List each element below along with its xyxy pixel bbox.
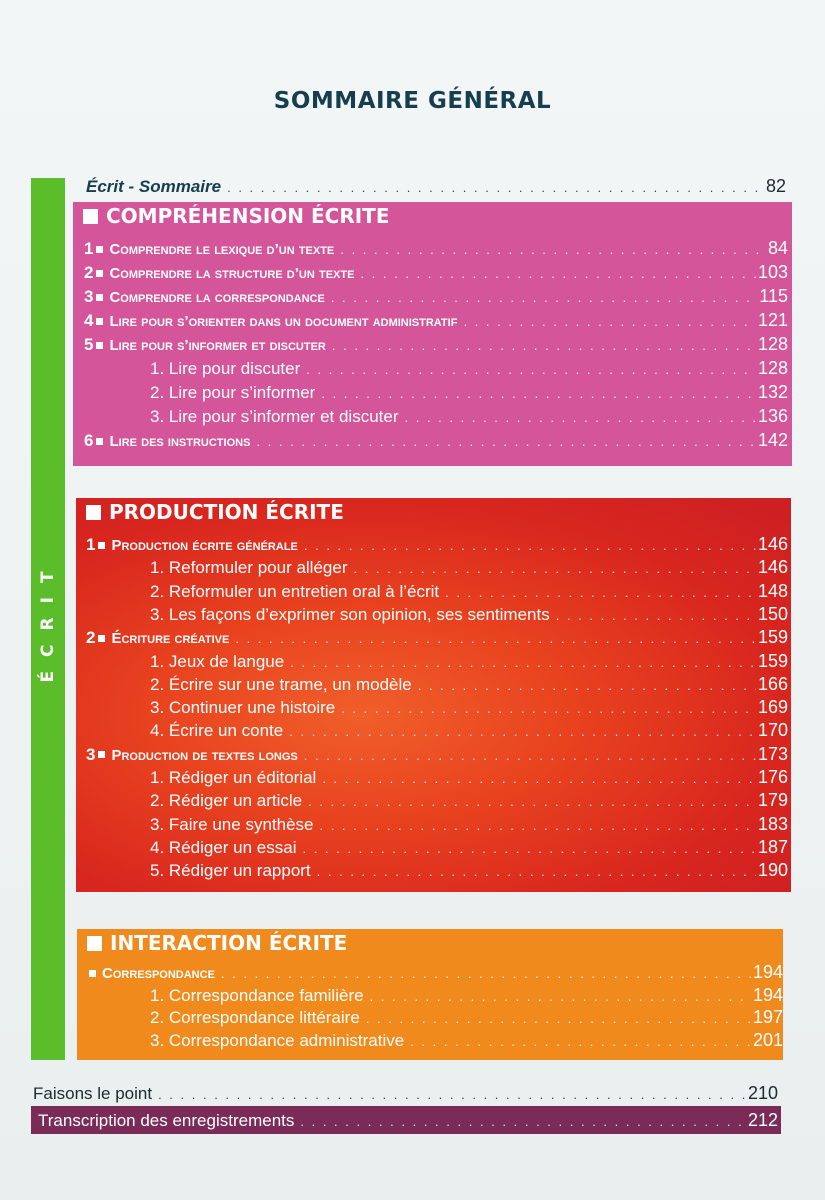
- section-heading: [86, 500, 344, 524]
- toc-entry[interactable]: [86, 534, 788, 555]
- toc-entry-label: [84, 239, 334, 259]
- toc-entry-page: 159: [757, 650, 788, 671]
- dot-leader: [300, 1114, 746, 1129]
- dot-leader: [319, 818, 755, 833]
- dot-leader: [445, 585, 756, 600]
- toc-subentry[interactable]: [86, 985, 783, 1006]
- dot-leader: [340, 242, 766, 257]
- toc-entry-title: Écriture créative: [111, 630, 230, 648]
- toc-entry-page: 173: [757, 743, 788, 764]
- toc-entry-page: 132: [757, 382, 788, 402]
- toc-subentry-label: 3. Continuer une histoire: [150, 698, 336, 718]
- toc-entry-title: Comprendre la correspondance: [109, 289, 325, 306]
- ecrit-side-label: ÉCRIT: [38, 557, 58, 683]
- toc-entry-label: [86, 965, 215, 982]
- toc-entry-number: 5: [84, 335, 94, 354]
- toc-entry-number: 2: [86, 628, 96, 648]
- toc-entry-title: Lire pour s’orienter dans un document administratif: [109, 313, 458, 330]
- toc-entry-number: 1: [84, 239, 94, 258]
- square-bullet-icon: [87, 936, 102, 951]
- toc-subentry-label: 2. Rédiger un article: [150, 791, 303, 811]
- toc-subentry-label: 4. Écrire un conte: [150, 721, 284, 741]
- toc-subentry[interactable]: [86, 720, 788, 741]
- toc-entry[interactable]: [84, 262, 788, 283]
- toc-entry-page: 148: [757, 580, 788, 601]
- toc-entry-page: 84: [767, 238, 788, 258]
- toc-subentry-label: 2. Correspondance littéraire: [150, 1008, 360, 1028]
- toc-entry-number: 3: [86, 744, 96, 764]
- toc-entry[interactable]: [84, 286, 788, 307]
- toc-entry-page: 212: [747, 1110, 778, 1130]
- toc-entry-title: Lire des instructions: [109, 433, 251, 450]
- dot-leader: [289, 724, 756, 739]
- toc-subentry-label: 3. Lire pour s’informer et discuter: [150, 407, 399, 426]
- toc-entry-title: Comprendre le lexique d’un texte: [109, 241, 335, 258]
- toc-entry[interactable]: [84, 334, 788, 355]
- square-bullet-icon: [89, 970, 96, 977]
- square-bullet-icon: [96, 342, 103, 349]
- toc-subentry[interactable]: [86, 860, 788, 881]
- toc-entry-label: [84, 263, 354, 283]
- toc-entry-label: [86, 535, 298, 555]
- toc-entry-page: 197: [752, 1007, 783, 1028]
- toc-entry-page: 176: [757, 767, 788, 787]
- toc-entry-page: 121: [757, 310, 788, 330]
- toc-entry-page: 128: [757, 334, 788, 354]
- dot-leader: [353, 561, 755, 576]
- toc-entry-title: Production de textes longs: [111, 746, 298, 764]
- dot-leader: [235, 631, 756, 646]
- dot-leader: [308, 794, 756, 809]
- toc-subentry[interactable]: [86, 581, 788, 602]
- toc-entry-label: Écrit - Sommaire: [86, 177, 222, 196]
- toc-entry-number: 3: [84, 287, 94, 306]
- toc-subentry-label: 1. Rédiger un éditorial: [150, 768, 317, 787]
- section-heading: [87, 931, 347, 955]
- toc-entry-label: Faisons le point: [33, 1084, 153, 1103]
- toc-entry-title: Comprendre la structure d’un texte: [109, 265, 355, 282]
- toc-subentry[interactable]: [86, 814, 788, 835]
- toc-entry-title: Lire pour s’informer et discuter: [109, 337, 326, 354]
- dot-leader: [366, 1011, 751, 1026]
- toc-entry-label: [86, 628, 229, 648]
- dot-leader: [370, 989, 751, 1004]
- toc-entry-label: [84, 311, 457, 331]
- dot-leader: [463, 314, 756, 329]
- toc-subentry-label: 5. Rédiger un rapport: [150, 861, 311, 881]
- toc-entry-page: 82: [765, 176, 786, 196]
- dot-leader: [306, 362, 756, 377]
- toc-subentry[interactable]: [86, 790, 788, 811]
- toc-entry-page: 190: [757, 860, 788, 881]
- toc-entry-number: 1: [86, 535, 96, 554]
- toc-entry-page: 103: [757, 262, 788, 282]
- toc-entry-page: 169: [757, 697, 788, 718]
- toc-entry-title: Correspondance: [102, 965, 215, 982]
- square-bullet-icon: [96, 246, 103, 253]
- toc-subentry-label: 3. Correspondance administrative: [150, 1031, 405, 1051]
- dot-leader: [317, 864, 756, 879]
- dot-leader: [405, 410, 756, 425]
- toc-subentry-label: 3. Les façons d’exprimer son opinion, ses sentiments: [150, 604, 550, 624]
- dot-leader: [304, 538, 756, 553]
- toc-subentry-label: 4. Rédiger un essai: [150, 837, 297, 857]
- toc-subentry-label: 2. Reformuler un entretien oral à l’écrit: [150, 581, 440, 601]
- toc-subentry[interactable]: [86, 837, 788, 858]
- toc-entry-page: 136: [757, 406, 788, 426]
- dot-leader: [341, 701, 756, 716]
- toc-subentry[interactable]: [84, 406, 788, 427]
- section-heading: [83, 204, 389, 228]
- toc-entry-number: 2: [84, 263, 94, 282]
- dot-leader: [227, 180, 764, 195]
- page-title: SOMMAIRE GÉNÉRAL: [273, 88, 552, 114]
- toc-entry-page: 194: [752, 962, 783, 982]
- toc-entry-page: 210: [747, 1083, 778, 1103]
- square-bullet-icon: [98, 751, 105, 758]
- toc-entry-page: 183: [757, 813, 788, 834]
- toc-subentry[interactable]: [86, 651, 788, 672]
- toc-entry-page: 187: [757, 836, 788, 857]
- toc-entry-label: [84, 287, 325, 307]
- square-bullet-icon: [98, 635, 105, 642]
- dot-leader: [304, 748, 756, 763]
- toc-entry-label: Transcription des enregistrements: [38, 1111, 295, 1130]
- toc-entry[interactable]: [86, 627, 788, 648]
- square-bullet-icon: [86, 505, 101, 520]
- toc-entry-page: 142: [757, 430, 788, 450]
- section-heading-text: INTERACTION ÉCRITE: [110, 931, 348, 955]
- dot-leader: [290, 655, 756, 670]
- toc-entry-page: 159: [757, 627, 788, 648]
- section-heading-text: COMPRÉHENSION ÉCRITE: [106, 204, 390, 228]
- toc-entry-label: [86, 745, 298, 765]
- square-bullet-icon: [96, 438, 103, 445]
- toc-entry-transcription[interactable]: [38, 1110, 778, 1131]
- toc-entry-page: 166: [757, 673, 788, 694]
- toc-entry-page: 179: [757, 790, 788, 811]
- toc-entry-page: 170: [757, 720, 788, 741]
- toc-entry-page: 146: [757, 557, 788, 578]
- dot-leader: [410, 1034, 751, 1049]
- toc-entry-title: Production écrite générale: [111, 537, 298, 554]
- dot-leader: [332, 338, 756, 353]
- square-bullet-icon: [96, 318, 103, 325]
- dot-leader: [158, 1087, 746, 1102]
- ecrit-side-label-wrap: [31, 530, 65, 710]
- toc-subentry-label: 3. Faire une synthèse: [150, 814, 314, 834]
- dot-leader: [418, 678, 756, 693]
- toc-entry[interactable]: [84, 238, 788, 259]
- toc-subentry-label: 1. Jeux de langue: [150, 651, 285, 671]
- toc-subentry[interactable]: [86, 674, 788, 695]
- toc-subentry-label: 2. Lire pour s’informer: [150, 383, 316, 402]
- toc-subentry-label: 1. Reformuler pour alléger: [150, 558, 348, 578]
- toc-entry-page: 128: [757, 358, 788, 378]
- dot-leader: [256, 434, 756, 449]
- toc-entry-number: 6: [84, 431, 94, 450]
- toc-subentry[interactable]: [84, 358, 788, 379]
- toc-subentry-label: 1. Correspondance familière: [150, 985, 364, 1005]
- square-bullet-icon: [96, 294, 103, 301]
- dot-leader: [360, 266, 756, 281]
- toc-subentry[interactable]: [86, 697, 788, 718]
- toc-subentry[interactable]: [86, 1007, 783, 1028]
- toc-subentry[interactable]: [86, 767, 788, 788]
- toc-entry-label: [84, 335, 326, 355]
- toc-entry-ecrit-sommaire[interactable]: [86, 176, 786, 197]
- toc-entry-number: 4: [84, 311, 94, 330]
- toc-entry-faisons-le-point[interactable]: [33, 1083, 778, 1104]
- toc-entry[interactable]: [84, 430, 788, 451]
- toc-subentry[interactable]: [86, 1030, 783, 1051]
- dot-leader: [322, 771, 756, 786]
- dot-leader: [321, 386, 756, 401]
- dot-leader: [302, 841, 755, 856]
- square-bullet-icon: [96, 270, 103, 277]
- toc-entry-page: 194: [752, 984, 783, 1005]
- toc-entry-page: 201: [752, 1030, 783, 1051]
- square-bullet-icon: [98, 542, 105, 549]
- toc-entry[interactable]: [86, 744, 788, 765]
- toc-subentry-label: 1. Lire pour discuter: [150, 359, 301, 378]
- toc-entry-page: 146: [757, 534, 788, 554]
- dot-leader: [331, 290, 757, 305]
- toc-subentry[interactable]: [86, 604, 788, 625]
- toc-subentry[interactable]: [84, 382, 788, 403]
- toc-entry-page: 150: [757, 603, 788, 624]
- toc-subentry[interactable]: [86, 557, 788, 578]
- toc-entry-page: 115: [759, 286, 788, 306]
- dot-leader: [221, 966, 751, 981]
- toc-subentry-label: 2. Écrire sur une trame, un modèle: [150, 674, 412, 694]
- toc-entry[interactable]: [84, 310, 788, 331]
- section-heading-text: PRODUCTION ÉCRITE: [109, 500, 344, 524]
- dot-leader: [556, 608, 756, 623]
- toc-entry-label: [84, 431, 250, 451]
- square-bullet-icon: [83, 209, 98, 224]
- toc-entry[interactable]: [86, 962, 783, 983]
